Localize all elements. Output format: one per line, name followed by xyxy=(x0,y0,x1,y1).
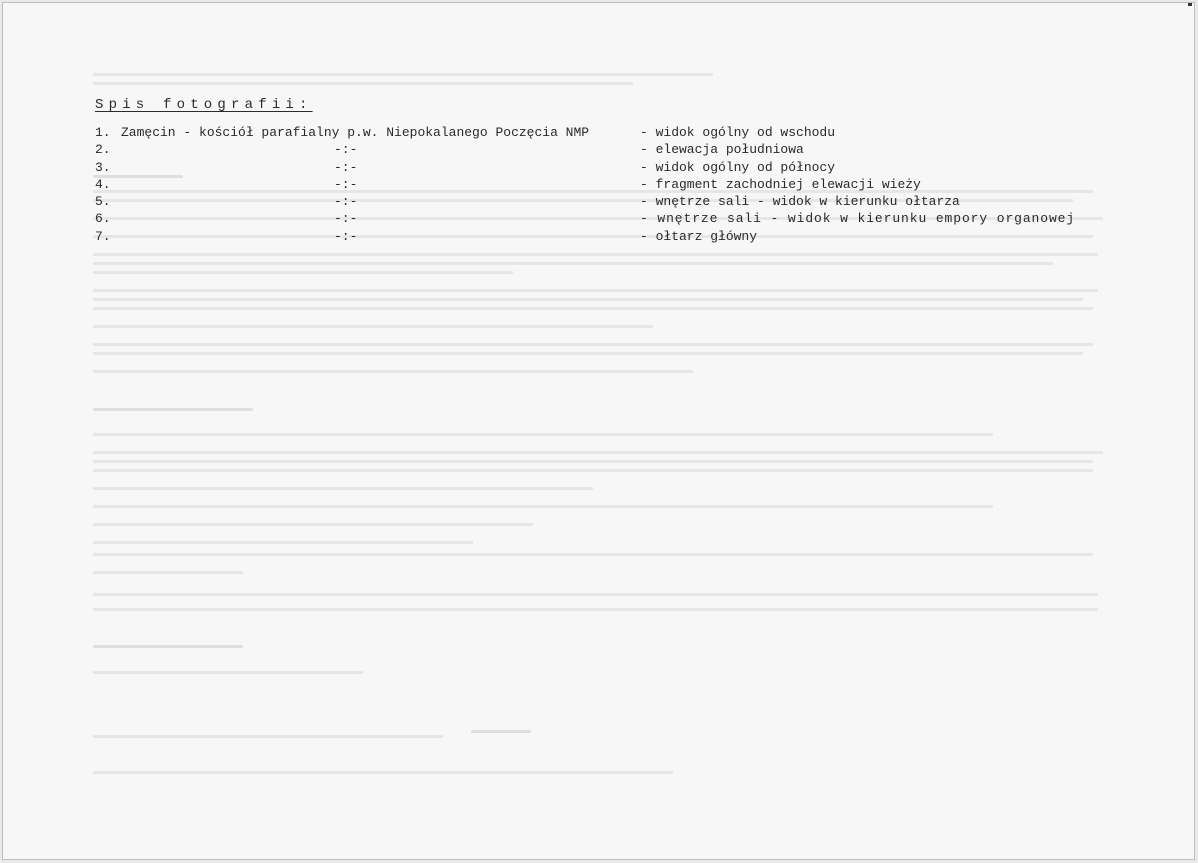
ditto-mark: -:- xyxy=(334,142,358,158)
photo-number: 3. xyxy=(95,159,111,175)
photo-number: 4. xyxy=(95,176,111,192)
photo-list-item xyxy=(95,141,804,158)
photo-number: 7. xyxy=(95,228,111,244)
photo-list-item xyxy=(95,159,836,176)
document-heading: Spis fotografii: xyxy=(95,97,313,113)
photo-list xyxy=(95,124,1076,245)
photo-list-item xyxy=(95,193,960,210)
ditto-mark: -:- xyxy=(334,194,358,210)
photo-list-item xyxy=(95,228,758,245)
photo-list-item xyxy=(95,124,836,141)
ditto-mark: -:- xyxy=(334,159,358,175)
photo-description: - widok ogólny od północy xyxy=(640,159,836,175)
photo-list-item xyxy=(95,176,921,193)
document-page xyxy=(2,2,1195,860)
ditto-mark: -:- xyxy=(334,228,358,244)
photo-description: - widok ogólny od wschodu xyxy=(640,125,836,140)
photo-description: - ołtarz główny xyxy=(640,228,758,244)
photo-list-item xyxy=(95,210,1076,227)
ditto-mark: -:- xyxy=(334,211,358,227)
photo-number: 2. xyxy=(95,142,111,158)
photo-number: 5. xyxy=(95,194,111,210)
photo-description: - fragment zachodniej elewacji wieży xyxy=(640,176,921,192)
photo-description: - elewacja południowa xyxy=(640,142,804,158)
photo-number: 1. xyxy=(95,125,111,140)
photo-subject: Zamęcin - kościół parafialny p.w. Niepokalanego Poczęcia NMP xyxy=(121,125,590,140)
photo-description: - wnętrze sali - widok w kierunku ołtarza xyxy=(640,194,960,210)
photo-number: 6. xyxy=(95,211,111,227)
photo-description: - wnętrze sali - widok w kierunku empory organowej xyxy=(640,211,1076,227)
ditto-mark: -:- xyxy=(334,176,358,192)
corner-mark xyxy=(1188,3,1192,6)
